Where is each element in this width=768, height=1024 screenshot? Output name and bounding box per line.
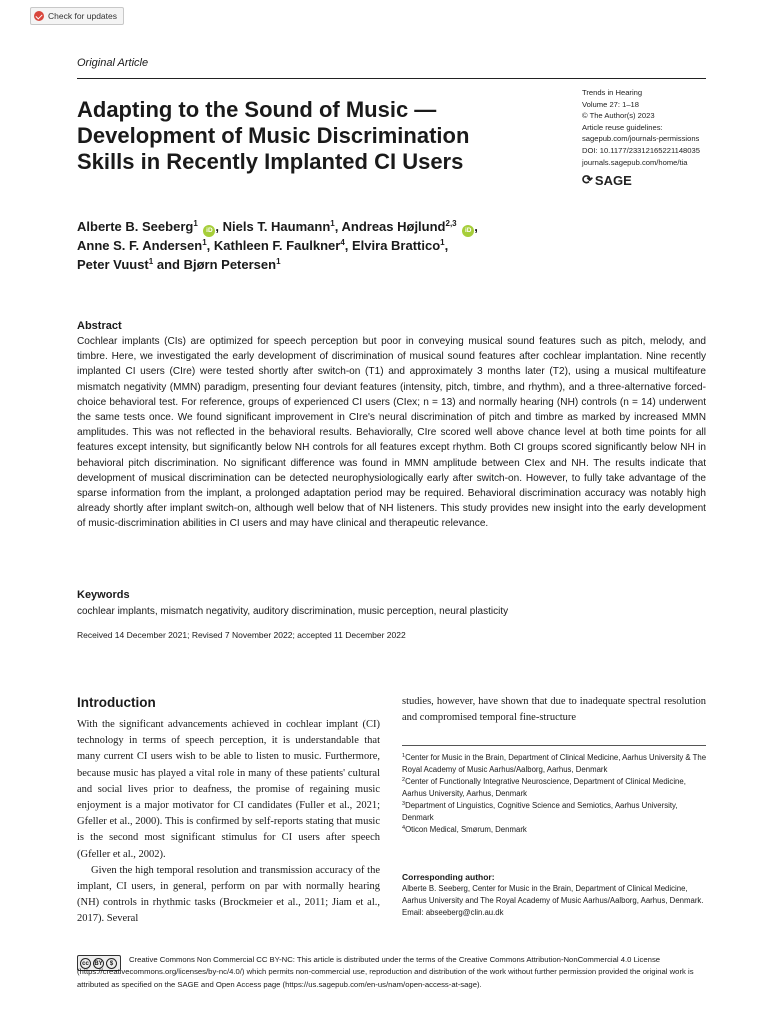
affiliation-number: 4 (402, 825, 406, 831)
author: Kathleen F. Faulkner (213, 238, 341, 253)
reuse-guidelines-link[interactable]: sagepub.com/journals-permissions (582, 134, 700, 144)
affiliation-number: 3 (402, 801, 406, 807)
keywords-text: cochlear implants, mismatch negativity, auditory discrimination, music perception, neural plasticity (77, 606, 509, 617)
abstract-text: Cochlear implants (CIs) are optimized for speech perception but poor in conveying musical sound features such as pitch, melody, and timbre. Here, we investigated the early development of discrimination of musical sound features after cochlear implantation. Nine recently implanted CI users (CIre) were tested shortly after switch-on (T1) and approximately 3 months later (T2), using a musical multifeature mismatch negativity (MMN) paradigm, presenting four deviant features (intensity, pitch, timbre, and rhythm), and a three-alternative forced-choice behavioral test. For reference, groups of experienced CI users (CIex; n = 13) and normally hearing (NH) controls (n = 14) underwent the same tests once. We found significant improvement in CIre's neural discrimination of pitch and timbre as marked by increased MMN amplitudes. This was not reflected in the behavioral results. Behaviorally, CIre scored well above chance level at both time points for all features except intensity, but significantly below NH controls for all features except rhythm. Both CI groups scored significantly below NH in behavioral pitch discrimination. No significant difference was found in MMN amplitude between CIex and NH. The results indicate that development of musical discrimination can be detected neurophysiologically early after switch-on. However, to fully take advantage of the sparse information from the implant, a prolonged adaptation period may be required. Behavioral discrimination accuracy was notably high already shortly after implant switch-on, although well below that of NH listeners. This study provides new insight into the early development of music-discrimination abilities in CI users and may have clinical and therapeutic relevance. (77, 336, 706, 530)
author: Elvira Brattico (352, 238, 441, 253)
author-affiliation: 1 (276, 256, 281, 266)
author: Andreas Højlund (341, 219, 446, 234)
affiliation-text: Center for Music in the Brain, Department of Clinical Medicine, Aarhus University & The Royal Academy of Music Aarhus/Aalborg, Aarhus, Denmark (402, 753, 707, 774)
author-affiliation: 1 (330, 219, 335, 228)
author-affiliation: 4 (340, 238, 345, 247)
affiliation-number: 1 (402, 753, 406, 759)
author-conjunction: and (156, 256, 180, 272)
check-for-updates-button[interactable] (30, 7, 124, 25)
author: Anne S. F. Andersen (77, 238, 203, 253)
corresponding-author (402, 883, 708, 919)
keywords-heading: Keywords (77, 589, 130, 601)
sage-swirl-icon: ⟳ (582, 172, 593, 187)
orcid-icon[interactable]: iD (462, 225, 474, 237)
sage-logo-text: SAGE (594, 172, 632, 188)
affiliation-item (402, 800, 708, 824)
affiliations-divider (402, 745, 706, 746)
author-list: Alberte B. Seeberg$^1$ iD , Niels T. Haumann$^1$, Andreas Højlund$^{2,3}$ iD , Anne S. F. Andersen$^1$, Kathleen F. Faulkner$^4$, Elvira Brattico$^1$, Peter Vuust$^1$ and Bjørn Petersen$^1$ (77, 219, 478, 272)
nc-icon: $ (106, 958, 117, 969)
corresponding-author-email[interactable]: Email: abseeberg@clin.au.dk (402, 908, 504, 917)
article-title: Adapting to the Sound of Music — Development of Music Discrimination Skills in Recently Implanted CI Users (77, 97, 470, 174)
author-affiliation: 1 (440, 238, 445, 247)
received-dates: Received 14 December 2021; Revised 7 November 2022; accepted 11 December 2022 (77, 630, 406, 640)
author: Niels T. Haumann (222, 219, 331, 234)
header-divider (77, 78, 706, 79)
author: Peter Vuust (77, 256, 149, 272)
corresponding-author-address: Alberte B. Seeberg, Center for Music in the Brain, Department of Clinical Medicine, Aarhus University and The Royal Academy of Music Aarhus/Aalborg, Aarhus, Denmark. (402, 884, 704, 905)
check-updates-icon (34, 11, 44, 21)
by-icon: BY (93, 958, 104, 969)
introduction-continued: studies, however, have shown that due to inadequate spectral resolution and compromised temporal fine-structure (402, 696, 706, 724)
abstract-heading: Abstract (77, 320, 122, 332)
journal-url[interactable]: journals.sagepub.com/home/tia (582, 157, 688, 167)
affiliations (402, 752, 708, 836)
doi[interactable]: DOI: 10.1177/23312165221148035 (582, 145, 700, 155)
author: Alberte B. Seeberg (77, 219, 194, 234)
affiliation-item (402, 824, 708, 836)
article-type: Original Article (77, 57, 149, 69)
author-affiliation: 1 (193, 219, 198, 228)
affiliation-text: Center of Functionally Integrative Neuroscience, Department of Clinical Medicine, Aarhus University, Aarhus, Denmark (402, 777, 686, 798)
corresponding-author-heading: Corresponding author: (402, 872, 495, 882)
cc-icon: cc (80, 958, 91, 969)
author-affiliation: 1 (148, 256, 154, 266)
introduction-body (77, 717, 380, 928)
intro-paragraph-1: With the significant advancements achieved in cochlear implant (CI) technology in terms of speech perception, it is understandable that many current CI users wish to be able to listen to music. Furthermore, because music has played a vital role in many of these patients' cultural and social lives prior to deafness, the promise of regaining music enjoyment is a major motivator for CI candidates (Fuller et al., 2021; Gfeller et al., 2000). This is confirmed by self-reports stating that music is the second most significant stimulus for CI users after speech (Gfeller et al., 2002). (77, 719, 380, 860)
affiliation-text: Department of Linguistics, Cognitive Science and Semiotics, Aarhus University, Denmark (402, 801, 678, 822)
author-affiliation: 1 (202, 238, 207, 247)
affiliation-item (402, 776, 708, 800)
license-text: Creative Commons Non Commercial CC BY-NC: This article is distributed under the terms of the Creative Commons Attribution-NonCommercial 4.0 License (https://creativecommons.org/licenses/by-nc/4.0/) which permits non-commercial use, reproduction and distribution of the work without further permission provided the original work is attributed as specified on the SAGE and Open Access page (https://us.sagepub.com/en-us/nam/open-access-at-sage). (77, 955, 694, 989)
intro-paragraph-2: Given the high temporal resolution and transmission accuracy of the implant, CI users, in general, perform on par with normally hearing (NH) controls in rhythmic tasks (Brockmeier et al., 2011; Jiam et al., 2017). Several (77, 864, 380, 925)
orcid-icon[interactable]: iD (203, 225, 215, 237)
journal-volume: Volume 27: 1–18 (582, 99, 639, 109)
check-updates-label: Check for updates (48, 11, 117, 21)
affiliation-text: Oticon Medical, Smørum, Denmark (405, 825, 527, 834)
introduction-heading: Introduction (77, 695, 156, 710)
reuse-guidelines-label: Article reuse guidelines: (582, 122, 663, 132)
author: Bjørn Petersen (183, 256, 277, 272)
affiliation-number: 2 (402, 777, 406, 783)
journal-name: Trends in Hearing (582, 88, 643, 97)
affiliation-item (402, 752, 708, 776)
author-affiliation: 2,3 (445, 219, 457, 228)
sage-logo (582, 172, 632, 188)
journal-info (582, 87, 717, 168)
journal-copyright: © The Author(s) 2023 (582, 111, 655, 121)
